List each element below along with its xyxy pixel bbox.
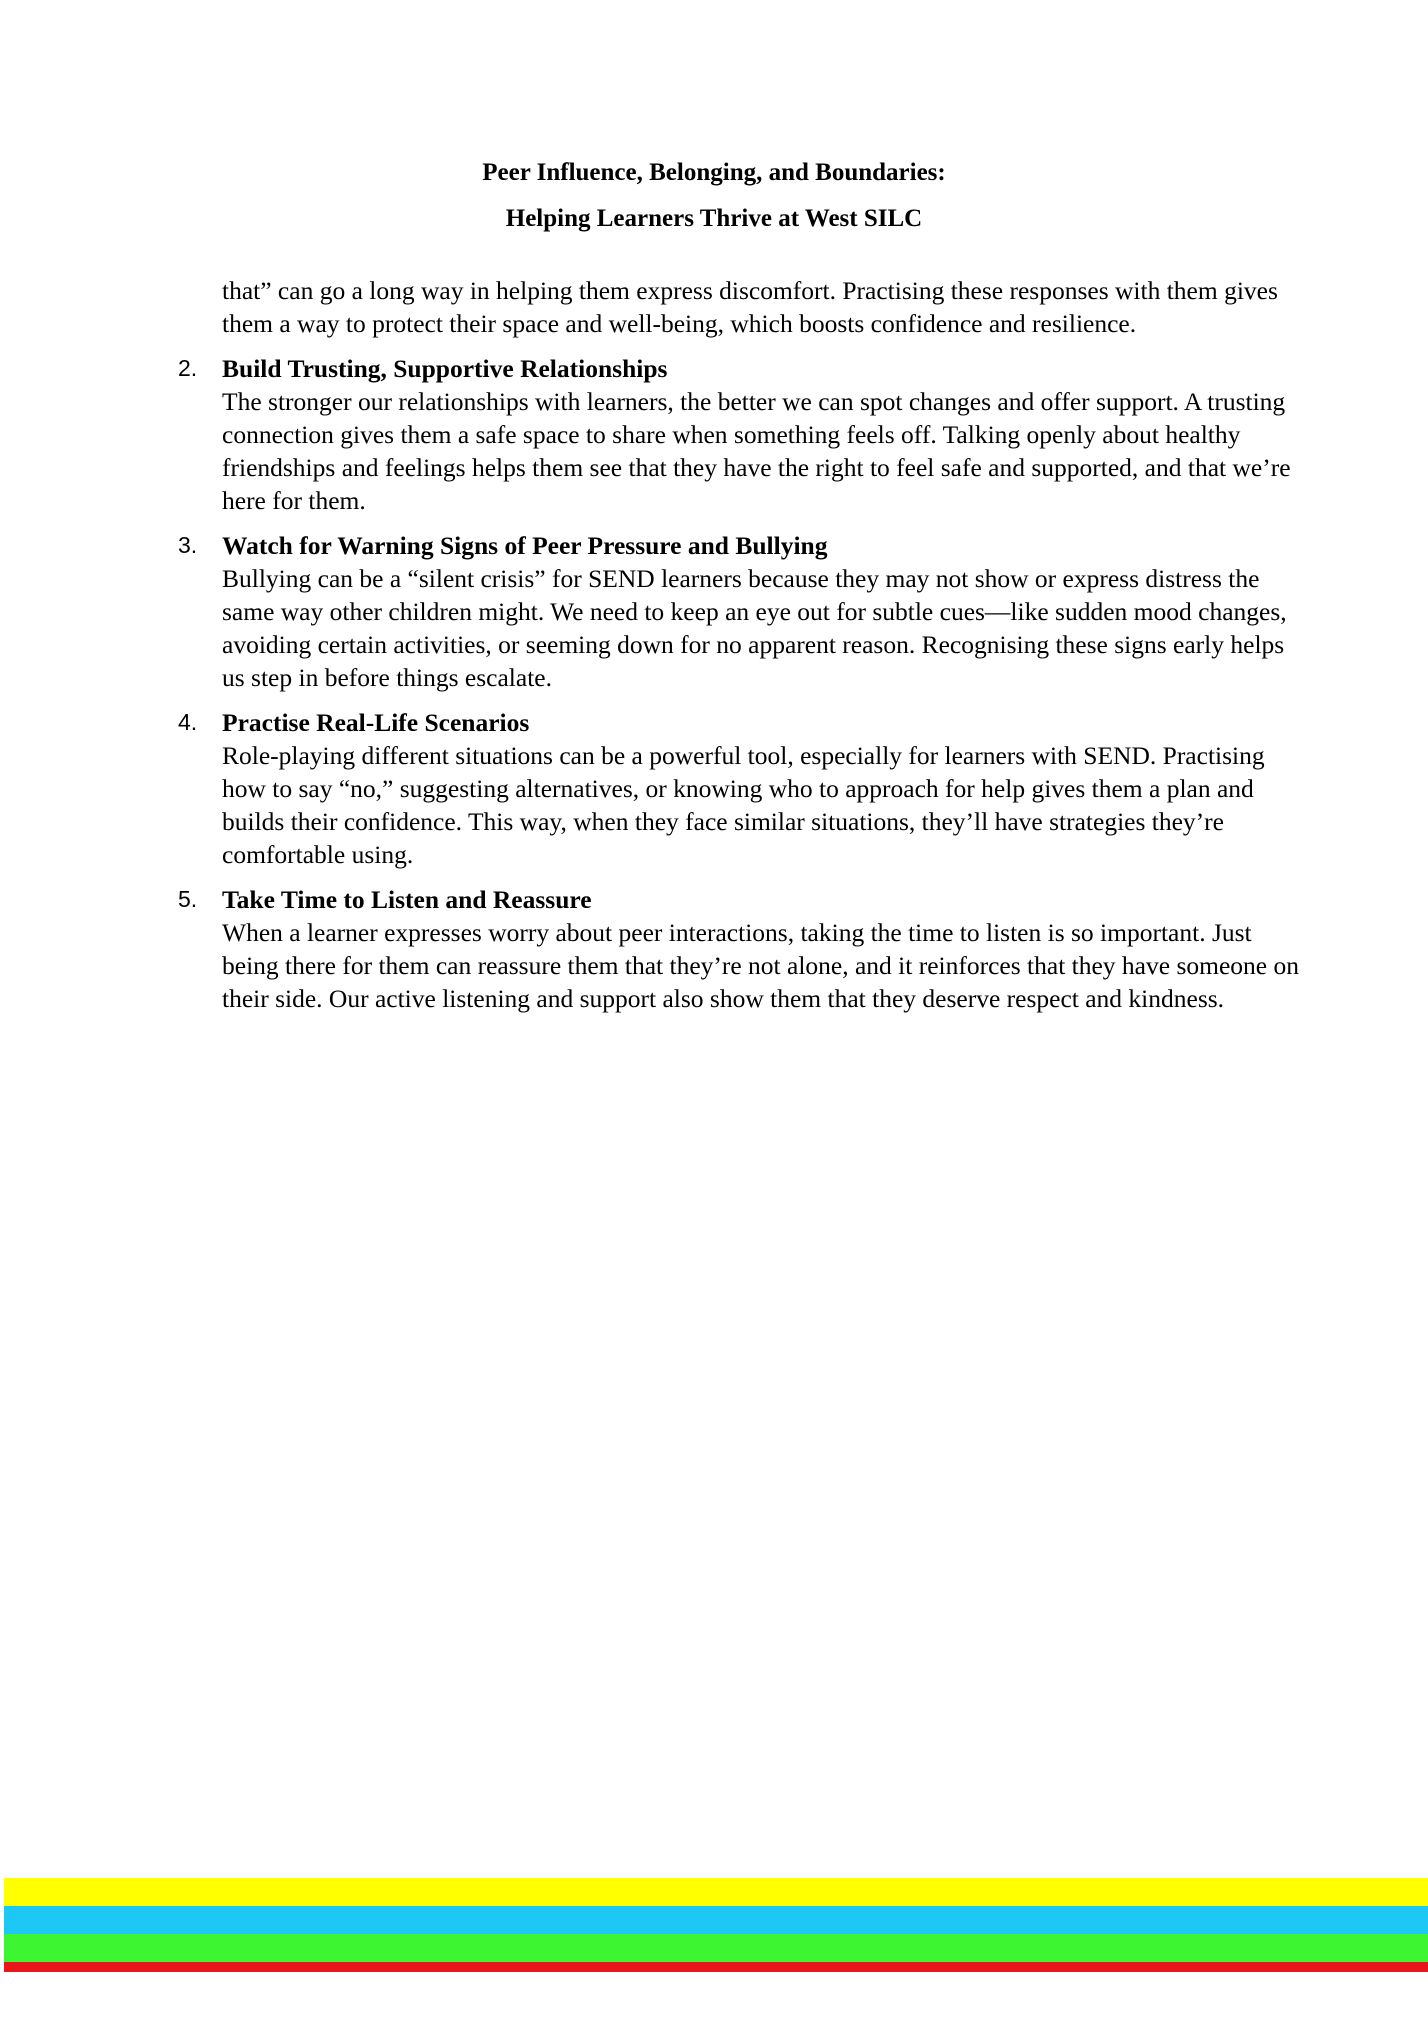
list-item (178, 883, 1312, 1015)
list-item-number: 5. (178, 886, 198, 912)
page-title: Peer Influence, Belonging, and Boundaries: (482, 159, 946, 186)
list-item-body: Role-playing different situations can be a powerful tool, especially for learners with SEND. Practising how to say “no,” suggesting alternatives, or knowing who to approach for help gives them a plan and builds their confidence. This way, when they face similar situations, they’ll have strategies they’re comfortable using. (222, 741, 1265, 869)
list-item-number: 2. (178, 355, 198, 381)
blue-stripe (4, 1906, 1428, 1934)
list-item (178, 529, 1312, 694)
list-item-body: When a learner expresses worry about peer interactions, taking the time to listen is so important. Just being there for them can reassure them that they’re not alone, and it reinforces that they have someone on their side. Our active listening and support also show them that they deserve respect and kindness. (222, 918, 1299, 1013)
tips-list (178, 352, 1312, 1015)
list-item (178, 352, 1312, 517)
list-item-body: Bullying can be a “silent crisis” for SEND learners because they may not show or express distress the same way other children might. We need to keep an eye out for subtle cues—like sudden mood changes, avoiding certain activities, or seeming down for no apparent reason. Recognising these signs early helps us step in before things escalate. (222, 564, 1287, 692)
yellow-stripe (4, 1878, 1428, 1906)
list-item-body: The stronger our relationships with learners, the better we can spot changes and offer support. A trusting connection gives them a safe space to share when something feels off. Talking openly about healthy friendships and feelings helps them see that they have the right to feel safe and supported, and that we’re here for them. (222, 387, 1291, 515)
continued-paragraph: that” can go a long way in helping them express discomfort. Practising these responses with them gives them a way to protect their space and well-being, which boosts confidence and resilience. (222, 276, 1278, 338)
list-item-title: Take Time to Listen and Reassure (222, 885, 592, 914)
list-item-title: Practise Real-Life Scenarios (222, 708, 530, 737)
list-item-title: Watch for Warning Signs of Peer Pressure and Bullying (222, 531, 828, 560)
red-stripe (4, 1962, 1428, 1972)
page-subtitle: Helping Learners Thrive at West SILC (505, 205, 923, 232)
document-body (178, 274, 1312, 1027)
page-header (0, 150, 1428, 242)
list-item-number: 4. (178, 709, 198, 735)
list-item-number: 3. (178, 532, 198, 558)
list-item-title: Build Trusting, Supportive Relationships (222, 354, 668, 383)
list-item (178, 706, 1312, 871)
green-stripe (4, 1934, 1428, 1962)
footer-color-stripes (4, 1878, 1428, 1972)
